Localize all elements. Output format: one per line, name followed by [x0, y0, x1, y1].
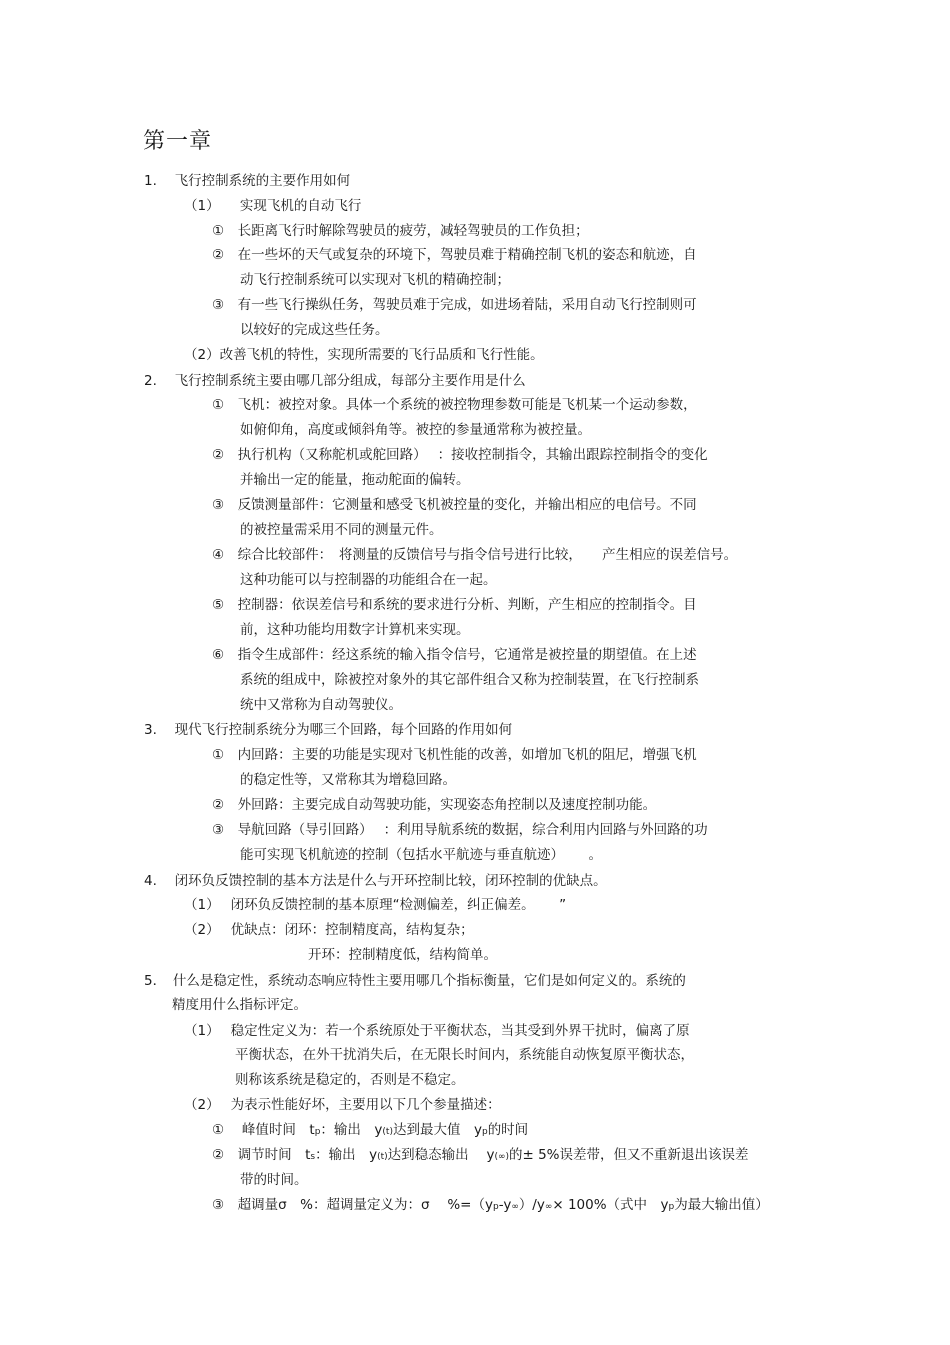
text-line: ② 外回路：主要完成自动驾驶功能，实现姿态角控制以及速度控制功能。	[212, 797, 657, 813]
text-run: ：输出 y	[320, 1122, 383, 1138]
text-run: 达到稳态输出 y	[387, 1147, 495, 1163]
text-line: 如俯仰角，高度或倾斜角等。被控的参量通常称为被控量。	[240, 422, 591, 438]
text-line: （1） 实现飞机的自动飞行	[184, 198, 362, 214]
text-line: （2）改善飞机的特性，实现所需要的飞行品质和飞行性能。	[184, 347, 544, 363]
text-line: （1） 稳定性定义为：若一个系统原处于平衡状态，当其受到外界干扰时，偏离了原	[184, 1023, 690, 1039]
text-line: 统中又常称为自动驾驶仪。	[240, 697, 402, 713]
text-line: 5． 什么是稳定性，系统动态响应特性主要用哪几个指标衡量，它们是如何定义的。系统的	[144, 973, 686, 989]
text-line: 的稳定性等，又常称其为增稳回路。	[240, 772, 456, 788]
text-line: （2） 为表示性能好坏，主要用以下几个参量描述：	[184, 1097, 501, 1113]
text-line: ① 飞机：被控对象。具体一个系统的被控物理参数可能是飞机某一个运动参数，	[212, 397, 697, 413]
text-line: ① 长距离飞行时解除驾驶员的疲劳，减轻驾驶员的工作负担；	[212, 223, 589, 239]
text-line: 3. 现代飞行控制系统分为哪三个回路，每个回路的作用如何	[144, 722, 513, 738]
text-line: ③ 有一些飞行操纵任务，驾驶员难于完成，如进场着陆，采用自动飞行控制则可	[212, 297, 697, 313]
text-run: 达到最大值 y	[392, 1122, 482, 1138]
text-line: 开环：控制精度低，结构简单。	[308, 947, 497, 963]
text-run: × 100%（式中 y	[552, 1197, 669, 1213]
text-line	[212, 1121, 528, 1141]
subscript: ∞	[511, 1202, 519, 1212]
text-line: （1） 闭环负反馈控制的基本原理“检测偏差，纠正偏差。 ”	[184, 897, 567, 913]
subscript: p	[492, 1202, 499, 1212]
subscript: p	[314, 1127, 321, 1137]
text-line: ⑤ 控制器：依误差信号和系统的要求进行分析、判断，产生相应的控制指令。目	[212, 597, 697, 613]
subscript: (∞)	[494, 1152, 509, 1162]
text-line: ① 内回路：主要的功能是实现对飞机性能的改善，如增加飞机的阻尼，增强飞机	[212, 747, 697, 763]
text-line: 能可实现飞机航迹的控制（包括水平航迹与垂直航迹） 。	[240, 847, 603, 863]
text-line: ③ 反馈测量部件：它测量和感受飞机被控量的变化，并输出相应的电信号。不同	[212, 497, 697, 513]
text-line: 2. 飞行控制系统主要由哪几部分组成，每部分主要作用是什么	[144, 373, 526, 389]
text-line: 4. 闭环负反馈控制的基本方法是什么与开环控制比较，闭环控制的优缺点。	[144, 873, 607, 889]
text-run: ② 调节时间 t	[212, 1147, 311, 1163]
subscript: p	[668, 1202, 675, 1212]
subscript: ∞	[544, 1202, 553, 1212]
text-line	[212, 1196, 769, 1216]
text-line: 的被控量需采用不同的测量元件。	[240, 522, 443, 538]
text-line: 并输出一定的能量，拖动舵面的偏转。	[240, 472, 470, 488]
text-run: ）/y	[518, 1197, 545, 1213]
text-line: ④ 综合比较部件： 将测量的反馈信号与指令信号进行比较， 产生相应的误差信号。	[212, 547, 738, 563]
subscript: s	[310, 1152, 316, 1162]
text-line: 1. 飞行控制系统的主要作用如何	[144, 173, 351, 189]
text-run: 为最大输出值）	[674, 1197, 769, 1213]
text-line: 系统的组成中，除被控对象外的其它部件组合又称为控制装置，在飞行控制系	[240, 672, 699, 688]
subscript: (t)	[382, 1127, 393, 1137]
text-line: 前，这种功能均用数字计算机来实现。	[240, 622, 470, 638]
text-run: ① 峰值时间 t	[212, 1122, 315, 1138]
text-line: 带的时间。	[240, 1172, 308, 1188]
text-run: -y	[498, 1197, 512, 1213]
text-run: ③ 超调量σ %：超调量定义为：σ %=（y	[212, 1197, 493, 1213]
text-line	[212, 1146, 749, 1166]
text-line: （2） 优缺点：闭环：控制精度高，结构复杂；	[184, 922, 474, 938]
text-line: 以较好的完成这些任务。	[240, 322, 389, 338]
subscript: (t)	[377, 1152, 388, 1162]
text-line: ③ 导航回路（导引回路） ：利用导航系统的数据，综合利用内回路与外回路的功	[212, 822, 708, 838]
text-line: ② 执行机构（又称舵机或舵回路） ：接收控制指令，其输出跟踪控制指令的变化	[212, 447, 708, 463]
text-line: 精度用什么指标评定。	[172, 997, 307, 1013]
text-line: 动飞行控制系统可以实现对飞机的精确控制；	[240, 272, 510, 288]
text-run: ：输出 y	[315, 1147, 378, 1163]
chapter-title: 第一章	[143, 129, 213, 154]
text-run: 的时间	[487, 1122, 529, 1138]
text-run: 的± 5%误差带，但又不重新退出该误差	[508, 1147, 749, 1163]
text-line: 平衡状态，在外干扰消失后，在无限长时间内，系统能自动恢复原平衡状态，	[235, 1047, 694, 1063]
text-line: 这种功能可以与控制器的功能组合在一起。	[240, 572, 497, 588]
text-line: 则称该系统是稳定的，否则是不稳定。	[235, 1072, 465, 1088]
subscript: p	[481, 1127, 488, 1137]
text-line: ② 在一些坏的天气或复杂的环境下，驾驶员难于精确控制飞机的姿态和航迹，自	[212, 247, 697, 263]
text-line: ⑥ 指令生成部件：经这系统的输入指令信号，它通常是被控量的期望值。在上述	[212, 647, 697, 663]
